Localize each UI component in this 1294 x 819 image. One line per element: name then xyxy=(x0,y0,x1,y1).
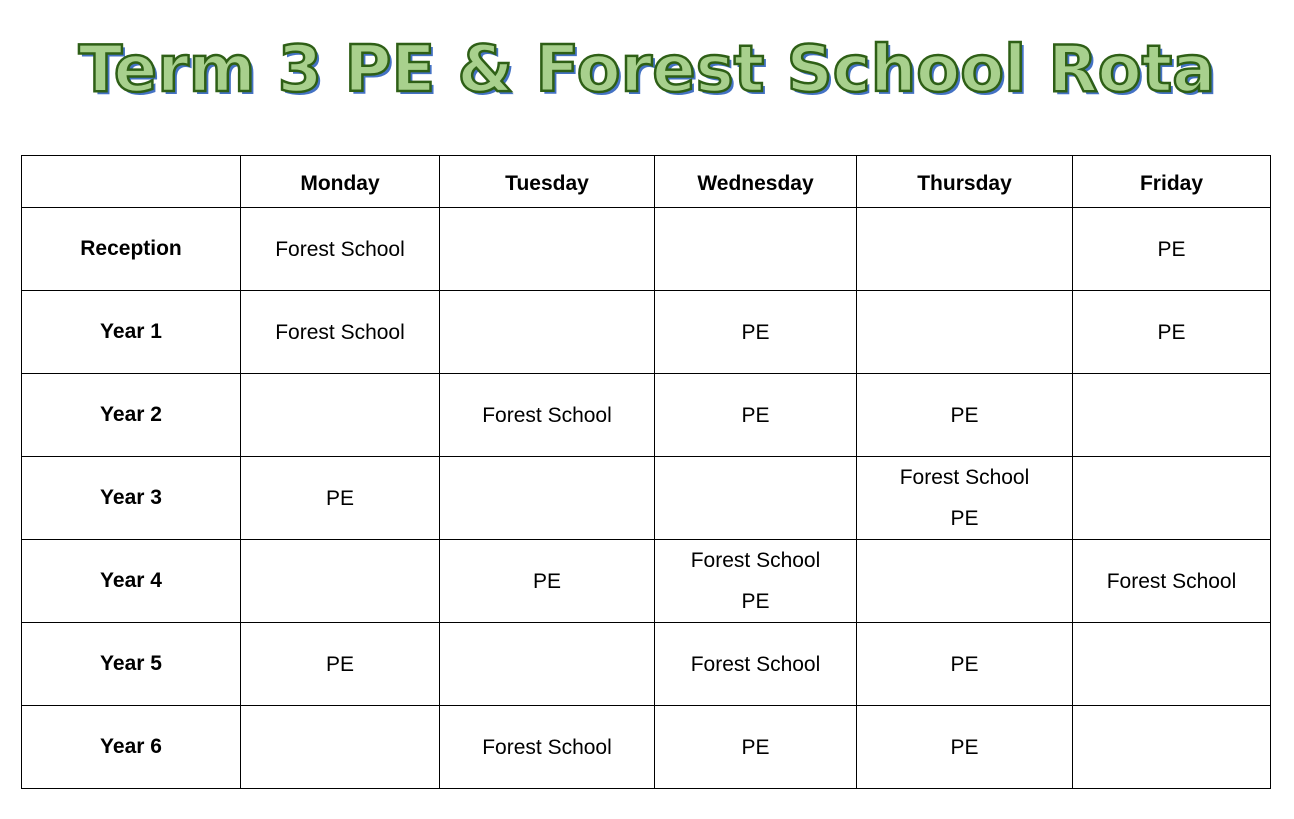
table-cell xyxy=(655,457,857,540)
activity: PE xyxy=(1157,237,1186,261)
table-row xyxy=(22,706,1271,789)
table-row xyxy=(22,208,1271,291)
table-cell xyxy=(440,540,655,623)
table-cell xyxy=(440,706,655,789)
activity: PE xyxy=(741,403,770,427)
activity: PE xyxy=(532,569,561,593)
year-group-label: Year 1 xyxy=(22,291,241,374)
activity: PE xyxy=(741,735,770,759)
day-header: Monday xyxy=(241,156,440,208)
table-cell xyxy=(1073,374,1271,457)
table-cell xyxy=(241,540,440,623)
activity: Forest School xyxy=(482,735,612,759)
corner-cell xyxy=(22,156,241,208)
day-header: Thursday xyxy=(857,156,1073,208)
table-cell xyxy=(1073,540,1271,623)
table-cell xyxy=(857,540,1073,623)
activity: PE xyxy=(950,507,979,530)
page-title: Term 3 PE & Forest School Rota xyxy=(78,33,1216,107)
activity: Forest School xyxy=(1106,569,1237,593)
table-cell xyxy=(241,706,440,789)
activity: PE xyxy=(1157,320,1186,344)
year-group-label: Reception xyxy=(22,208,241,291)
table-cell xyxy=(440,374,655,457)
day-header: Wednesday xyxy=(655,156,857,208)
table-cell xyxy=(857,706,1073,789)
activity: PE xyxy=(950,652,979,676)
day-header: Tuesday xyxy=(440,156,655,208)
table-cell xyxy=(440,208,655,291)
year-group-label: Year 4 xyxy=(22,540,241,623)
header-row xyxy=(22,156,1271,208)
table-cell xyxy=(1073,706,1271,789)
table-cell xyxy=(1073,623,1271,706)
table-cell xyxy=(655,540,857,623)
activity: Forest School xyxy=(690,549,821,572)
year-group-label: Year 2 xyxy=(22,374,241,457)
table-cell xyxy=(655,706,857,789)
table-cell xyxy=(241,623,440,706)
year-group-label: Year 5 xyxy=(22,623,241,706)
table-row xyxy=(22,540,1271,623)
activity: PE xyxy=(741,590,770,613)
activity: PE xyxy=(741,320,770,344)
table-cell xyxy=(655,374,857,457)
activity: Forest School xyxy=(899,466,1030,489)
table-cell xyxy=(655,623,857,706)
table-cell xyxy=(857,291,1073,374)
table-row xyxy=(22,374,1271,457)
activity: Forest School xyxy=(275,320,405,344)
table-cell xyxy=(655,291,857,374)
table-cell xyxy=(1073,291,1271,374)
table-row xyxy=(22,291,1271,374)
table-cell xyxy=(440,457,655,540)
activity: PE xyxy=(325,486,354,510)
table-cell xyxy=(857,457,1073,540)
table-cell xyxy=(440,623,655,706)
year-group-label: Year 3 xyxy=(22,457,241,540)
rota-table xyxy=(21,155,1271,789)
table-cell xyxy=(241,208,440,291)
activity: Forest School xyxy=(275,237,405,261)
table-row xyxy=(22,457,1271,540)
table-cell xyxy=(440,291,655,374)
day-header: Friday xyxy=(1073,156,1271,208)
activity: PE xyxy=(325,652,354,676)
activity: PE xyxy=(950,735,979,759)
table-row xyxy=(22,623,1271,706)
table-cell xyxy=(857,208,1073,291)
year-group-label: Year 6 xyxy=(22,706,241,789)
activity: PE xyxy=(950,403,979,427)
table-cell xyxy=(655,208,857,291)
table-cell xyxy=(241,457,440,540)
table-cell xyxy=(241,374,440,457)
table-cell xyxy=(857,374,1073,457)
activity: Forest School xyxy=(690,652,821,676)
table-cell xyxy=(1073,208,1271,291)
table-cell xyxy=(241,291,440,374)
table-cell xyxy=(1073,457,1271,540)
activity: Forest School xyxy=(482,403,612,427)
table-cell xyxy=(857,623,1073,706)
